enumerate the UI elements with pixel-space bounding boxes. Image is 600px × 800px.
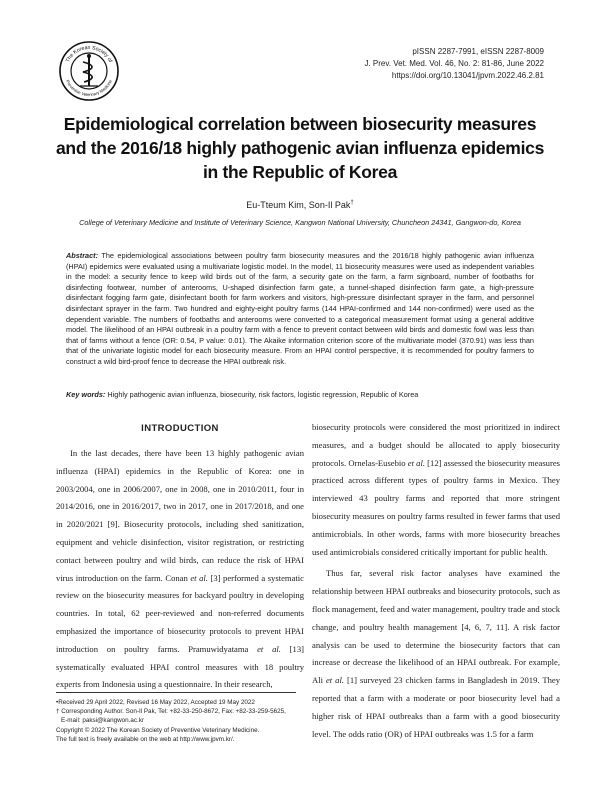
author-names: Eu-Tteum Kim, Son-Il Pak (246, 200, 351, 210)
footnote-received: •Received 29 April 2022, Revised 16 May 2022, Accepted 19 May 2022 (56, 699, 255, 706)
paper-title (40, 112, 560, 184)
body-column-left (56, 422, 304, 694)
body-paragraph (312, 565, 560, 743)
paragraph-text: Thus far, several risk factor analyses have examined the relationship between HPAI outbreaks and biosecurity protocols, such as flock management, feed and water management, poultry trade and stock change, and poultry health management [4, 6, 7, 11]. A risk factor analysis can be used to determine the biosecurity factors that can increase or decrease the likelihood of an HPAI outbreak. For example, Ali (312, 568, 560, 686)
journal-doi[interactable]: https://doi.org/10.13041/jpvm.2022.46.2.81 (391, 71, 544, 80)
paragraph-text: [13] systematically evaluated HPAI control measures with 18 poultry experts from Indonesia using a questionnaire. In their research, (56, 643, 305, 690)
title-line: in the Republic of Korea (202, 162, 398, 182)
et-al-text: et al. (190, 572, 208, 583)
affiliation: College of Veterinary Medicine and Institute of Veterinary Science, Kangwon National University, Chuncheon 24341, Gangwon-do, Korea (79, 218, 521, 227)
keywords-label: Key words: (66, 390, 106, 399)
title-line: and the 2016/18 highly pathogenic avian influenza epidemics (56, 138, 544, 158)
corresponding-mark: † (350, 200, 354, 206)
footnote-corresponding: † Corresponding Author. Son-Il Pak, Tel: +82-33-250-8672, Fax: +82-33-259-5625, (56, 708, 286, 716)
paragraph-text: biosecurity protocols were considered the most prioritized in indirect measures, and a budget should be allocated to apply biosecurity protocols. Ornelas-Eusebio (312, 422, 560, 468)
author-list (40, 200, 560, 210)
footnote-copyright: Copyright © 2022 The Korean Society of Preventive Veterinary Medicine. (56, 726, 260, 734)
journal-citation: J. Prev. Vet. Med. Vol. 46, No. 2: 81-86, June 2022 (364, 59, 544, 68)
keywords (66, 390, 534, 401)
title-line: Epidemiological correlation between biosecurity measures (63, 114, 537, 134)
footnote-access: The full text is freely available on the web at http://www.jpvm.kr/. (56, 735, 235, 743)
et-al-text: et al. (325, 675, 344, 686)
paragraph-text: [3] performed a systematic review on the biosecurity measures for backyard poultry in developing countries. In total, 62 peer-reviewed and non-referred documents emphasized the importance of biosecurity protocols to prevent HPAI introduction on poultry farms. Pramuwidyatama (56, 572, 304, 654)
section-heading-introduction: INTRODUCTION (141, 423, 219, 434)
logo-text-bottom: Preventive Veterinary Medicine (65, 79, 113, 98)
journal-info (364, 46, 544, 82)
paragraph-text: In the last decades, there have been 13 highly pathogenic avian influenza (HPAI) epidemics in the Republic of Korea: one in 2003/2004, one in 2006/2007, one in 2008, one in 2010/2011, four in 2014/2016, one in 2016/2017, two in 2017, one in 2017/2018, and one in 2020/2021 [9]. Biosecurity protocols, including shed sanitization, equipment and vehicle disinfection, visitor registration, or restricting contact between poultry and wild birds, can reduce the risk of HPAI virus introduction on the farm. Conan (56, 448, 304, 583)
et-al-text: et al. (257, 643, 281, 654)
body-paragraph (56, 445, 304, 694)
footnotes (56, 698, 306, 744)
keywords-text: Highly pathogenic avian influenza, biosecurity, risk factors, logistic regression, Republic of Korea (107, 390, 419, 399)
society-seal-icon (58, 40, 120, 102)
abstract (66, 251, 534, 368)
footnote-email[interactable]: E-mail: paksi@kangwon.ac.kr (61, 717, 145, 725)
logo-text-top: The Korean Society of (65, 44, 113, 64)
body-paragraph (312, 419, 560, 561)
abstract-text: The epidemiological associations between poultry farm biosecurity measures and the 2016/18 highly pathogenic avian influenza (HPAI) epidemics were evaluated using a multivariate logistic model. In the model, 11 biosecurity measures were used as independent variables in the model: a security fence to keep wild birds out of the farm, a security gate on the farm, a farm signboard, number of footbaths for disinfecting footwear, number of anterooms, U-shaped disinfection farm gate, a tunnel-shaped disinfection farm gate, a high-pressure disinfectant fogging farm gate, disinfectant booth for farm workers and visitors, high-pressure disinfectant sprayer in the farm, and personnel disinfectant sprayer in the farm. Two hundred and eighty-eight poultry farms (144 HPAI-confirmed and 144 non-confirmed) were used as the dependent variable. The numbers of footbaths and anterooms were converted to a categorical measurement format using a general additive model. The likelihood of an HPAI outbreak in a poultry farm with a fence to prevent contact between wild birds and domestic fowl was less than that of farms without a fence (OR: 0.54, P value: 0.01). The Akaike information criterion score of the multivariate model (370.91) was less than that of the univariate logistic model for each biosecurity measure. From an HPAI control perspective, it is recommended for poultry farmers to construct a wild bird-proof fence to decrease the HPAI outbreak risk. (66, 251, 534, 366)
journal-issn: pISSN 2287-7991, eISSN 2287-8009 (412, 47, 544, 56)
body-column-right (312, 419, 560, 743)
abstract-label: Abstract: (66, 251, 99, 260)
paragraph-text: [1] surveyed 23 chicken farms in Bangladesh in 2019. They reported that a farm with a moderate or poor biosecurity level had a higher risk of HPAI outbreaks than a farm with a good biosecurity level. The odds ratio (OR) of HPAI outbreaks was 1.5 for a farm (312, 675, 560, 739)
paragraph-text: [12] assessed the biosecurity measures practiced across different types of poultry farms in Mexico. They interviewed 43 poultry farms and reported that more stringent biosecurity measures on poultry farms resulted in fewer farms that used antimicrobials. In other words, farms with more biosecurity breaches used antimicrobials considered critically important for public health. (312, 457, 561, 557)
et-al-text: et al. (407, 457, 425, 468)
footnote-divider (56, 692, 296, 693)
